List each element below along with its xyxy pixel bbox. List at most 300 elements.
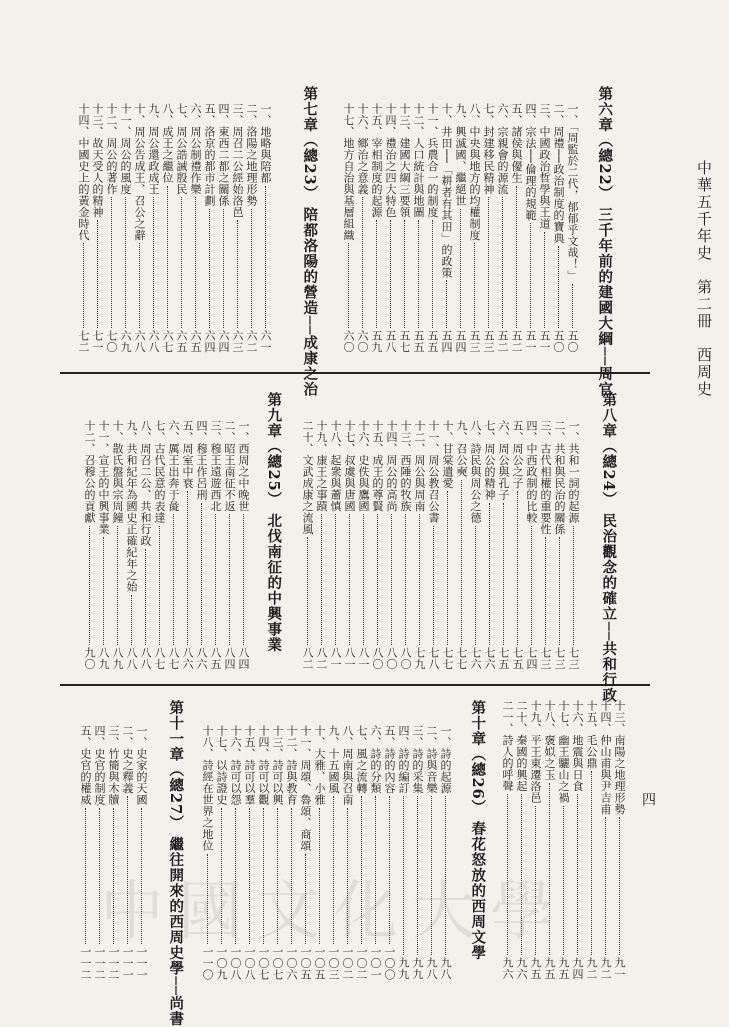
toc-entry-page: 一一二 (79, 945, 92, 980)
toc-entry-title: 四、宗法──倫理的規範 (524, 103, 537, 221)
toc-entry (188, 103, 202, 353)
leader-dots (361, 514, 364, 645)
toc-entry (180, 420, 194, 670)
leader-dots (459, 480, 462, 646)
toc-entry-title: 十四、仲山甫與尹吉甫 (599, 700, 612, 815)
leader-dots (101, 537, 104, 645)
toc-entry-title: 十三、詩可以興 (271, 725, 284, 806)
toc-entry-title: 十一、兵農合一的制度 (426, 103, 439, 218)
leader-dots (347, 514, 350, 645)
leader-dots (360, 197, 363, 328)
toc-entry-page: 八一 (357, 647, 370, 670)
chapter-9-title: 第九章（總25） 北伐南征的中興事業 (265, 392, 283, 653)
leader-dots (486, 197, 489, 328)
leader-dots (171, 514, 174, 645)
toc-entry-page: 一一二 (107, 945, 120, 980)
toc-entry (314, 420, 328, 670)
toc-entry-page: 五三 (482, 330, 495, 353)
toc-entry-page: 八〇 (399, 647, 412, 670)
toc-entry-title: 七、周公誥誡殷民 (175, 103, 188, 195)
toc-entry (565, 103, 579, 353)
toc-entry (341, 103, 355, 353)
toc-entry-page: 五五 (426, 330, 439, 353)
toc-entry-title: 十八、褒姒之玉 (543, 700, 556, 781)
leader-dots (185, 491, 188, 645)
toc-entry-page: 八五 (209, 647, 222, 670)
toc-entry-page: 七五 (497, 647, 510, 670)
toc-entry-title: 四、東西二都之關係 (217, 103, 230, 207)
toc-entry-title: 十五、成王的尊賢 (371, 420, 384, 512)
toc-entry (166, 420, 180, 670)
toc-entry-title: 十六、鄉治之意義 (356, 103, 369, 195)
toc-entry-page: 六四 (217, 330, 230, 353)
toc-entry-page: 一〇〇 (383, 945, 396, 980)
toc-entry-title: 八、周南與召南 (341, 725, 354, 806)
toc-entry-title: 六、厲王出奔于彘 (167, 420, 180, 512)
leader-dots (473, 526, 476, 646)
toc-entry-title: 六、宗親會的源流 (496, 103, 509, 195)
leader-dots (557, 537, 560, 645)
toc-entry-page: 五四 (440, 330, 453, 353)
toc-entry-page: 六〇 (342, 330, 355, 353)
leader-dots (542, 232, 545, 329)
toc-entry-title: 六、詩的分類 (369, 725, 382, 794)
leader-dots (227, 514, 230, 645)
chapter-9-entries (82, 420, 250, 670)
toc-entry-page: 八六 (181, 647, 194, 670)
toc-entry (194, 420, 208, 670)
toc-entry-page: 一〇三 (327, 945, 340, 980)
leader-dots (137, 243, 140, 328)
part-label: 西周史 (695, 347, 713, 398)
toc-entry (369, 103, 383, 353)
toc-entry-page: 一〇八 (243, 945, 256, 980)
toc-entry-title: 二、詩與音樂 (425, 725, 438, 794)
toc-entry-title: 十、井田──「耕者有其田」的政策 (440, 103, 453, 279)
leader-dots (81, 243, 84, 328)
leader-dots (570, 284, 573, 329)
toc-entry (202, 103, 216, 353)
toc-entry-title: 十七、叔虞與唐國 (343, 420, 356, 512)
toc-entry-title: 一、西周之中晚世 (237, 420, 250, 512)
toc-entry-title: 十六、詩可以怨 (229, 725, 242, 806)
toc-entry-title: 十七、以詩證史 (215, 725, 228, 806)
toc-entry-page: 九四 (571, 957, 584, 980)
toc-entry-title: 十三、西陲的牧族 (399, 420, 412, 512)
chapter-7-entries (76, 103, 272, 353)
chapter-8-title: 第八章（總24） 民治觀念的確立──共和行政 (600, 392, 618, 704)
toc-entry-page: 六九 (119, 330, 132, 353)
toc-entry-page: 八九 (111, 647, 124, 670)
toc-entry-page: 八七 (167, 647, 180, 670)
toc-entry (566, 420, 580, 670)
toc-entry-page: 六三 (231, 330, 244, 353)
leader-dots (346, 243, 349, 328)
toc-entry (96, 420, 110, 670)
toc-entry (244, 103, 258, 353)
leader-dots (87, 526, 90, 646)
toc-entry-title: 八、中央與地方的均權制度 (468, 103, 481, 241)
toc-entry-page: 六七 (161, 330, 174, 353)
toc-entry-page: 五四 (454, 330, 467, 353)
chapter-7-title: 第七章（總23） 陪都洛陽的營造──成康之治 (301, 86, 319, 398)
chapter-6-entries (341, 103, 579, 353)
toc-entry-title: 十、大雅、小雅 (313, 725, 326, 806)
leader-dots (123, 197, 126, 328)
divider-bottom (60, 684, 650, 686)
toc-entry (425, 103, 439, 353)
toc-entry-page: 七八 (427, 647, 440, 670)
toc-entry-title: 十六、地震與日食 (571, 700, 584, 792)
toc-entry-page: 九八 (425, 957, 438, 980)
toc-entry-page: 五一 (524, 330, 537, 353)
toc-entry-page: 九五 (557, 957, 570, 980)
toc-entry-title: 十八、詩經在世界之地位 (201, 725, 214, 852)
toc-entry-title: 二十、文武成康之流風 (301, 420, 314, 535)
toc-entry-page: 七二 (77, 330, 90, 353)
toc-entry-page: 八九 (97, 647, 110, 670)
leader-dots (305, 537, 308, 645)
toc-entry-title: 一、史家的天國 (135, 725, 148, 806)
leader-dots (151, 197, 154, 328)
toc-entry-page: 一〇六 (285, 945, 298, 980)
toc-entry (482, 420, 496, 670)
toc-entry (598, 700, 612, 980)
toc-entry-page: 八四 (237, 647, 250, 670)
toc-entry (537, 103, 551, 353)
toc-entry-page: 五七 (398, 330, 411, 353)
toc-entry-title: 十九、平王東遷洛邑 (529, 700, 542, 804)
toc-entry-title: 五、詩的內容 (383, 725, 396, 794)
toc-entry-title: 一、共和一詞的起源 (567, 420, 580, 524)
toc-entry-title: 一、「周監於二代，郁郁乎文哉！」 (566, 103, 579, 282)
toc-entry-page: 八七 (153, 647, 166, 670)
toc-entry (110, 420, 124, 670)
toc-entry (370, 420, 384, 670)
leader-dots (416, 220, 419, 328)
book-title: 中華五千年史 (695, 160, 713, 262)
leader-dots (319, 514, 322, 645)
toc-entry-title: 十一、周公教召公書 (427, 420, 440, 524)
toc-entry-title: 十三、故天受人的精神 (91, 103, 104, 218)
toc-entry-title: 七、周公的精神 (483, 420, 496, 501)
toc-entry (397, 103, 411, 353)
chapter-11-title: 第十一章（總27） 繼往開來的西周史學──尚書 (167, 700, 185, 1027)
toc-entry-page: 五〇 (552, 330, 565, 353)
toc-entry-title: 十四、周公的高尚 (385, 420, 398, 512)
toc-entry-title: 八、詩民與周公之德 (469, 420, 482, 524)
toc-entry-page: 六八 (133, 330, 146, 353)
toc-entry-title: 六、周公與孔子 (497, 420, 510, 501)
toc-entry-page: 七五 (511, 647, 524, 670)
toc-entry (146, 103, 160, 353)
toc-entry (138, 420, 152, 670)
leader-dots (388, 220, 391, 328)
toc-entry (216, 103, 230, 353)
toc-entry-page: 六五 (175, 330, 188, 353)
leader-dots (472, 243, 475, 328)
toc-entry-page: 八二 (301, 647, 314, 670)
toc-entry-page: 八八 (125, 647, 138, 670)
toc-entry-page: 六四 (203, 330, 216, 353)
toc-entry-page: 九五 (543, 957, 556, 980)
toc-entry (495, 103, 509, 353)
toc-entry (78, 725, 92, 980)
toc-entry-title: 十一、宣王的中興事業 (97, 420, 110, 535)
toc-entry-title: 七、封建移民精神 (482, 103, 495, 195)
leader-dots (207, 209, 210, 329)
toc-entry-title: 十一、周頌、魯頌、商頌 (299, 725, 312, 852)
toc-entry-page: 九六 (501, 957, 514, 980)
toc-entry-title: 十五、宰相制度的起源 (370, 103, 383, 218)
toc-entry-title: 十九、康王之事蹟 (315, 420, 328, 512)
leader-dots (199, 503, 202, 646)
toc-entry-page: 八八 (139, 647, 152, 670)
toc-entry (454, 420, 468, 670)
toc-entry (426, 420, 440, 670)
toc-entry-title: 二、共和與民治的關係 (553, 420, 566, 535)
leader-dots (603, 817, 606, 955)
leader-dots (617, 817, 620, 955)
leader-dots (528, 223, 531, 328)
toc-entry (160, 103, 174, 353)
toc-entry (453, 103, 467, 353)
toc-entry (328, 420, 342, 670)
toc-entry-page: 九六 (515, 957, 528, 980)
leader-dots (179, 197, 182, 328)
leader-dots (500, 197, 503, 328)
toc-entry-title: 二、洛陽之地理形勢 (245, 103, 258, 207)
toc-entry (356, 420, 370, 670)
toc-entry-title: 六、周公制禮作樂 (189, 103, 202, 195)
toc-entry (82, 420, 96, 670)
toc-entry-page: 一一二 (93, 945, 106, 980)
leader-dots (514, 186, 517, 329)
leader-dots (374, 220, 377, 328)
toc-entry-title: 三、中國政治哲學與王道 (538, 103, 551, 230)
toc-entry-page: 七九 (413, 647, 426, 670)
leader-dots (515, 491, 518, 645)
toc-entry-page: 七六 (469, 647, 482, 670)
toc-entry (468, 420, 482, 670)
toc-entry (342, 420, 356, 670)
toc-entry-title: 十六、史佚與鷹國 (357, 420, 370, 512)
leader-dots (445, 491, 448, 645)
toc-entry-page: 一〇五 (313, 945, 326, 980)
toc-entry-title: 八、成王之繼位 (161, 103, 174, 184)
toc-entry (132, 103, 146, 353)
toc-entry (76, 103, 90, 353)
leader-dots (213, 514, 216, 645)
toc-entry-page: 九九 (411, 957, 424, 980)
toc-entry-title: 四、穆王作呂刑 (195, 420, 208, 501)
leader-dots (83, 808, 86, 944)
toc-entry-title: 十八、起衆與蕭慎 (329, 420, 342, 512)
toc-entry-page: 一〇七 (271, 945, 284, 980)
toc-entry-page: 九一 (613, 957, 626, 980)
toc-entry-title: 九、召公奭 (455, 420, 468, 478)
toc-entry-title: 十、甘棠遺愛 (441, 420, 454, 489)
leader-dots (458, 209, 461, 329)
leader-dots (249, 209, 252, 329)
toc-entry-page: 七〇 (105, 330, 118, 353)
toc-entry (612, 700, 626, 980)
leader-dots (430, 220, 433, 328)
leader-dots (221, 209, 224, 329)
toc-entry (412, 420, 426, 670)
toc-entry-page: 五三 (468, 330, 481, 353)
leader-dots (575, 794, 578, 955)
toc-entry-title: 十五、毛公鼎 (585, 700, 598, 769)
toc-entry (584, 700, 598, 980)
leader-dots (389, 514, 392, 645)
toc-entry (152, 420, 166, 670)
toc-entry-page: 一〇八 (229, 945, 242, 980)
leader-dots (193, 197, 196, 328)
toc-entry-title: 五、周公之子 (511, 420, 524, 489)
toc-entry (509, 103, 523, 353)
toc-entry-title: 十三、南陽之地理形勢 (613, 700, 626, 815)
toc-entry-title: 三、周召二公經始洛邑 (231, 103, 244, 218)
leader-dots (375, 514, 378, 645)
toc-entry-title: 二、昭王南征不返 (223, 420, 236, 512)
toc-entry-page: 八二 (315, 647, 328, 670)
toc-entry-page: 一〇九 (215, 945, 228, 980)
toc-entry (222, 420, 236, 670)
toc-entry-page: 五九 (370, 330, 383, 353)
leader-dots (263, 186, 266, 329)
toc-entry-title: 三、詩的采集 (411, 725, 424, 794)
toc-entry-title: 十三、建國大綱三要領 (398, 103, 411, 218)
toc-entry-title: 十二、周公的著作 (105, 103, 118, 195)
toc-entry-page: 九二 (599, 957, 612, 980)
toc-entry-title: 四、史官的制度 (93, 725, 106, 806)
toc-entry-title: 二、史之釋義 (121, 725, 134, 794)
leader-dots (95, 220, 98, 328)
toc-entry-title: 九、周公還政成王 (147, 103, 160, 195)
toc-entry-title: 八、周召二公、共和行政 (139, 420, 152, 547)
toc-entry-page: 七一 (91, 330, 104, 353)
toc-entry-page: 六八 (147, 330, 160, 353)
leader-dots (333, 514, 336, 645)
leader-dots (589, 771, 592, 955)
toc-entry-page: 一〇五 (299, 945, 312, 980)
page-number: 四 (640, 792, 656, 806)
leader-dots (487, 503, 490, 646)
toc-entry-title: 九、共和紀年為國史正確紀年之始 (125, 420, 138, 593)
toc-entry-title: 九、興滅國、繼絕世 (454, 103, 467, 207)
toc-entry (300, 420, 314, 670)
toc-entry-page: 七三 (539, 647, 552, 670)
toc-entry-title: 十七、地方自治與基層組織 (342, 103, 355, 241)
toc-entry-page: 八一 (329, 647, 342, 670)
toc-entry-title: 十七、幽王驪山之禍 (557, 700, 570, 804)
leader-dots (417, 514, 420, 645)
watermark-logo: 中國文化大學 (100, 875, 568, 949)
toc-entry (258, 103, 272, 353)
toc-entry (383, 103, 397, 353)
toc-entry-page: 七三 (567, 647, 580, 670)
toc-entry (440, 420, 454, 670)
toc-entry-page: 七七 (455, 647, 468, 670)
toc-entry-title: 十二、人口統計與地圖 (412, 103, 425, 218)
toc-entry (398, 420, 412, 670)
volume-label: 第二冊 (695, 279, 713, 330)
toc-entry-title: 十四、禮治之四大特色 (384, 103, 397, 218)
toc-entry-page: 一〇一 (369, 945, 382, 980)
leader-dots (529, 526, 532, 646)
leader-dots (444, 280, 447, 328)
toc-entry (174, 103, 188, 353)
toc-entry-page: 八〇 (371, 647, 384, 670)
leader-dots (403, 514, 406, 645)
toc-entry-page: 八四 (223, 647, 236, 670)
toc-entry-page: 九九 (397, 957, 410, 980)
toc-entry-page: 五八 (384, 330, 397, 353)
toc-entry-page: 八六 (195, 647, 208, 670)
toc-entry-title: 三、穆王遠遊西北 (209, 420, 222, 512)
toc-entry (496, 420, 510, 670)
leader-dots (543, 537, 546, 645)
toc-entry-page: 九八 (439, 957, 452, 980)
toc-entry (510, 420, 524, 670)
toc-entry-title: 十四、詩可以觀 (257, 725, 270, 806)
toc-entry-title: 二十、秦國的興起 (515, 700, 528, 792)
chapter-8-entries (300, 420, 580, 670)
toc-entry-title: 五、洛京的都市計劃 (203, 103, 216, 207)
leader-dots (129, 595, 132, 646)
toc-entry-page: 五一 (538, 330, 551, 353)
toc-entry (439, 103, 453, 353)
toc-entry (552, 420, 566, 670)
chapter-6-title: 第六章（總22） 三千年前的建國大綱──周官 (596, 86, 614, 398)
toc-entry-page: 一一一 (121, 945, 134, 980)
toc-entry-page: 七四 (525, 647, 538, 670)
toc-entry-title: 七、古代民意的表達 (153, 420, 166, 524)
toc-entry (236, 420, 250, 670)
leader-dots (241, 514, 244, 645)
toc-entry-page: 六一 (259, 330, 272, 353)
toc-entry-page: 七三 (553, 647, 566, 670)
toc-entry-page: 五二 (510, 330, 523, 353)
toc-entry (481, 103, 495, 353)
toc-entry-page: 六〇 (356, 330, 369, 353)
toc-entry-page: 一〇二 (355, 945, 368, 980)
toc-entry (124, 420, 138, 670)
toc-entry-page: 七七 (441, 647, 454, 670)
leader-dots (109, 197, 112, 328)
toc-entry-page: 八〇 (385, 647, 398, 670)
toc-entry-title: 五、史官的權威 (79, 725, 92, 806)
toc-entry-title: 十二、詩與教育 (285, 725, 298, 806)
toc-entry (570, 700, 584, 980)
toc-entry (467, 103, 481, 353)
leader-dots (235, 220, 238, 328)
leader-dots (402, 220, 405, 328)
toc-entry-title: 二、周禮──政治制度的寶典 (552, 103, 565, 244)
toc-entry (230, 103, 244, 353)
toc-entry-title: 十二、周公與周南 (413, 420, 426, 512)
toc-entry (355, 103, 369, 353)
toc-entry (208, 420, 222, 670)
leader-dots (143, 549, 146, 646)
running-header (696, 160, 711, 398)
toc-entry (523, 103, 537, 353)
divider-top (60, 372, 650, 374)
toc-entry-page: 八一 (343, 647, 356, 670)
toc-entry (384, 420, 398, 670)
leader-dots (115, 526, 118, 646)
